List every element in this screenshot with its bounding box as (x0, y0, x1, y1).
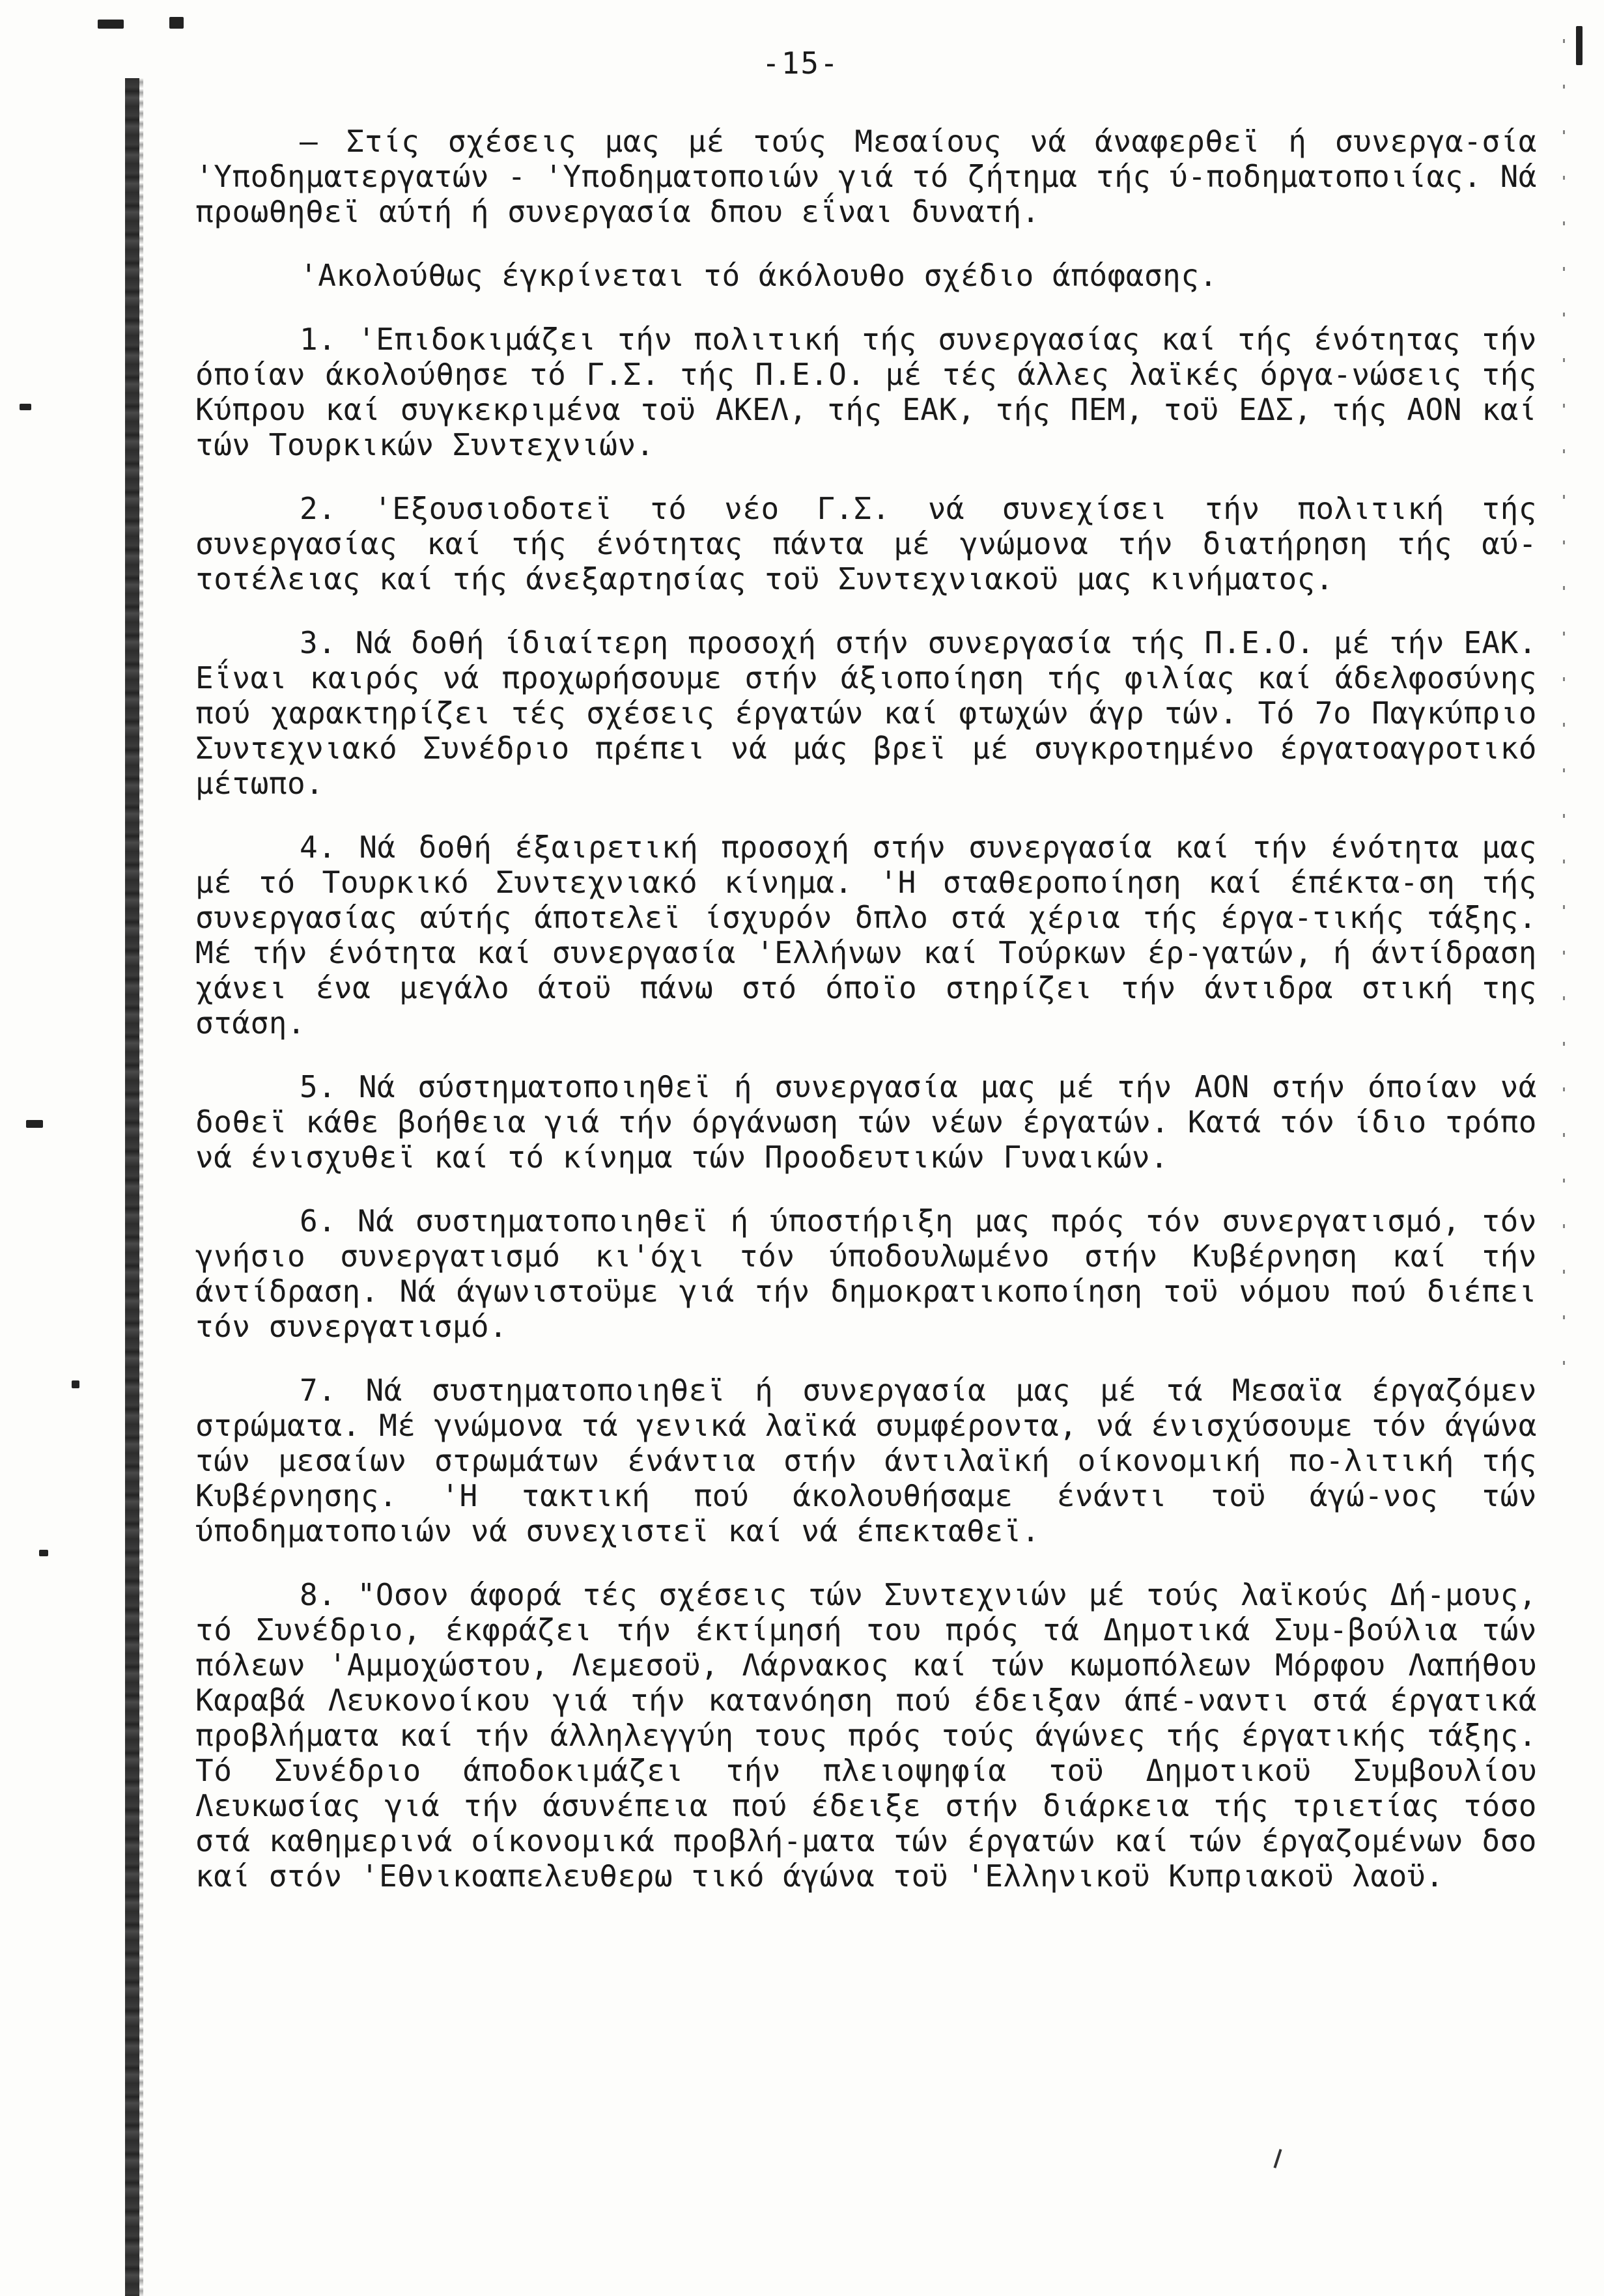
binding-shadow-edge (139, 78, 143, 2296)
decision-item-1: 1. 'Επιδοκιμάζει τήν πολιτική τής συνεργασίας καί τής ένότητας τήν όποίαν άκολούθησε τό Γ.Σ. τής Π.Ε.Ο. μέ τές άλλες λαϊκές όργα-νώσεις τής Κύπρου καί συγκεκριμένα τοϋ ΑΚΕΛ, τής ΕΑΚ, τής ΠΕΜ, τοϋ ΕΔΣ, τής ΑΟΝ καί τών Τουρκικών Συντεχνιών. (195, 322, 1537, 462)
binding-shadow (125, 78, 139, 2296)
decision-item-4: 4. Νά δοθή έξαιρετική προσοχή στήν συνεργασία καί τήν ένότητα μας μέ τό Τουρκικό Συντεχνιακό κίνημα. 'Η σταθεροποίηση καί έπέκτα-ση τής συνεργασίας αύτής άποτελεϊ ίσχυρόν δπλο στά χέρια τής έργα-τικής τάξης. Μέ τήν ένότητα καί συνεργασία 'Ελλήνων καί Τούρκων έρ-γατών, ή άντίδραση χάνει ένα μεγάλο άτοϋ πάνω στό όποϊο στηρίζει τήν άντιδρα στική της στάση. (195, 830, 1537, 1041)
intro-paragraph: — Στίς σχέσεις μας μέ τούς Μεσαίους νά άναφερθεϊ ή συνεργα-σία 'Υποδηματεργατών - 'Υποδηματοποιών γιά τό ζήτημα τής ύ-ποδηματοποιίας. Νά προωθηθεϊ αύτή ή συνεργασία δπου εΐναι δυνατή. (195, 124, 1537, 229)
scan-speck (1576, 26, 1583, 65)
scan-speck (72, 1380, 79, 1388)
decision-item-2: 2. 'Εξουσιοδοτεϊ τό νέο Γ.Σ. νά συνεχίσει τήν πολιτική τής συνεργασίας καί τής ένότητας πάντα μέ γνώμονα τήν διατήρηση τής αύ-τοτέλειας καί τής άνεξαρτησίας τοϋ Συντεχνιακοϋ μας κινήματος. (195, 491, 1537, 596)
decision-item-7: 7. Νά συστηματοποιηθεϊ ή συνεργασία μας μέ τά Μεσαϊα έργαζόμεν στρώματα. Μέ γνώμονα τά γενικά λαϊκά συμφέροντα, νά ένισχύσουμε τόν άγώνα τών μεσαίων στρωμάτων ένάντια στήν άντιλαϊκή οίκονομική πο-λιτική τής Κυβέρνησης. 'Η τακτική πού άκολουθήσαμε ένάντι τοϋ άγώ-νος τών ύποδηματοποιών νά συνεχιστεϊ καί νά έπεκταθεϊ. (195, 1373, 1537, 1548)
decision-item-6: 6. Νά συστηματοποιηθεϊ ή ύποστήριξη μας πρός τόν συνεργατισμό, τόν γνήσιο συνεργατισμό κι'όχι τόν ύποδουλωμένο στήν Κυβέρνηση καί τήν άντίδραση. Νά άγωνιστοϋμε γιά τήν δημοκρατικοποίηση τοϋ νόμου πού διέπει τόν συνεργατισμό. (195, 1203, 1537, 1344)
scan-speck (169, 17, 184, 29)
page-number: -15- (762, 46, 839, 81)
document-body (195, 124, 1537, 1922)
scan-speck (39, 1550, 48, 1556)
scan-speck (26, 1120, 43, 1128)
decision-item-8: 8. "Οσον άφορά τές σχέσεις τών Συντεχνιών μέ τούς λαϊκούς Δή-μους, τό Συνέδριο, έκφράζει τήν έκτίμησή του πρός τά Δημοτικά Συμ-βούλια τών πόλεων 'Αμμοχώστου, Λεμεσοϋ, Λάρνακος καί τών κωμοπόλεων Μόρφου Λαπήθου Καραβά Λευκονοίκου γιά τήν κατανόηση πού έδειξαν άπέ-ναντι στά έργατικά προβλήματα καί τήν άλληλεγγύη τους πρός τούς άγώνες τής έργατικής τάξης. Τό Συνέδριο άποδοκιμάζει τήν πλειοψηφία τοϋ Δημοτικοϋ Συμβουλίου Λευκωσίας γιά τήν άσυνέπεια πού έδειξε στήν διάρκεια τής τριετίας τόσο στά καθημερινά οίκονομικά προβλή-ματα τών έργατών καί τών έργαζομένων δσο καί στόν 'Εθνικοαπελευθερω τικό άγώνα τοϋ 'Ελληνικοϋ Κυπριακοϋ λαοϋ. (195, 1577, 1537, 1894)
pen-mark (1273, 2149, 1282, 2168)
approval-line: 'Ακολούθως έγκρίνεται τό άκόλουθο σχέδιο άπόφασης. (300, 258, 1218, 293)
decision-item-5: 5. Νά σύστηματοποιηθεϊ ή συνεργασία μας μέ τήν ΑΟΝ στήν όποίαν νά δοθεϊ κάθε βοήθεια γιά τήν όργάνωση τών νέων έργατών. Κατά τόν ίδιο τρόπο νά ένισχυθεϊ καί τό κίνημα τών Προοδευτικών Γυναικών. (195, 1069, 1537, 1175)
margin-marks (1563, 39, 1565, 1407)
scan-speck (98, 20, 124, 29)
scan-speck (20, 404, 31, 410)
decision-item-3: 3. Νά δοθή ίδιαίτερη προσοχή στήν συνεργασία τής Π.Ε.Ο. μέ τήν ΕΑΚ. Εΐναι καιρός νά προχωρήσουμε στήν άξιοποίηση τής φιλίας καί άδελφοσύνης πού χαρακτηρίζει τές σχέσεις έργατών καί φτωχών άγρ τών. Τό 7ο Παγκύπριο Συντεχνιακό Συνέδριο πρέπει νά μάς βρεϊ μέ συγκροτημένο έργατοαγροτικό μέτωπο. (195, 625, 1537, 801)
